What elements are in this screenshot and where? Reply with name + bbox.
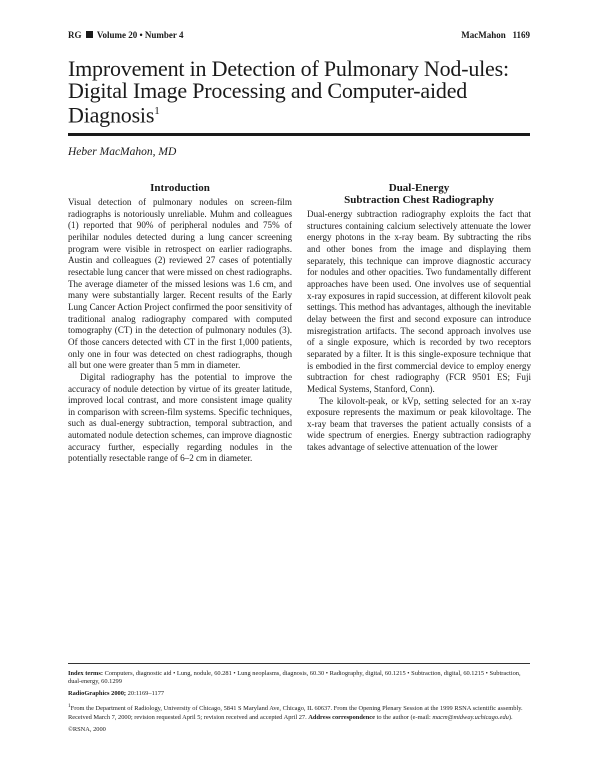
column-left (68, 182, 292, 465)
citation: RadioGraphics 2000; 20:1169–1177 (68, 690, 165, 698)
page-number: 1169 (512, 30, 530, 40)
footnotes (68, 670, 530, 738)
footnote-rule (68, 663, 530, 664)
journal-abbrev: RG (68, 30, 82, 40)
intro-paragraph-1: Visual detection of pulmonary nodules on screen-film radiographs is notoriously unreliable. Muhm and colleagues (1) reported that 90% of peripheral nodules and 75% of perihilar nodules detected during a lung cancer screening program were visible in retrospect on earlier radiographs. Austin and colleagues (2) reviewed 27 cases of potentially resectable lung cancer that were missed on chest radiographs. The average diameter of the missed lesions was 1.6 cm, and many were substantially larger. Recent results of the Early Lung Cancer Action Project confirmed the poor sensitivity of traditional analog radiography compared with computed tomography (CT) in the detection of pulmonary nodules (3). Of those cancers detected with CT in the first 1,000 patients, only one in four was detected on chest radiographs, though all but one were greater than 5 mm in diameter. (68, 197, 292, 371)
dual-energy-heading: Dual-Energy Subtraction Chest Radiography (344, 182, 494, 206)
dual-energy-paragraph-2: The kilovolt-peak, or kVp, setting selected for an x-ray exposure represents the maximum or peak kilovoltage. The x-ray beam that traverses the patient actually consists of a wide spectrum of energies. Energy subtraction radiography takes advantage of selective attenuation of the lower (307, 395, 531, 453)
article-title: Improvement in Detection of Pulmonary Nod-ules: Digital Image Processing and Computer-aided Diagnosis$^1$ (68, 56, 509, 128)
affiliation: $^1$From the Department of Radiology, University of Chicago, 5841 S Maryland Ave, Chicago, IL 60637. From the Opening Plenary Session at the 1999 RSNA scientific assembly. Received March 7, 2000; revision requested April 5; revision received and accepted April 27. Address correspondence to the author (e-mail: macm@midway.uchicago.edu). (68, 703, 523, 721)
column-right (307, 182, 531, 454)
index-terms: Index terms: Computers, diagnostic aid • Lung, nodule, 60.281 • Lung neoplasms, diagnosis, 60.30 • Radiography, digital, 60.1215 • Subtraction, digital, 60.1215 • Subtraction, dual-energy, 60.1299 (68, 670, 521, 686)
square-bullet-icon (86, 31, 93, 38)
intro-paragraph-2: Digital radiography has the potential to improve the accuracy of nodule detection by virtue of its greater latitude, improved local contrast, and more consistent image quality in comparison with screen-film systems. Specific techniques, such as dual-energy subtraction, temporal subtraction, and automated nodule detection schemes, can improve diagnostic accuracy further, especially regarding nodules in the potentially resectable range of 6–2 cm in diameter. (68, 371, 292, 464)
volume-number: Volume 20 • Number 4 (96, 30, 184, 40)
title-footnote-mark: 1 (154, 105, 160, 117)
introduction-heading: Introduction (150, 182, 210, 194)
running-header (68, 30, 530, 44)
running-author: MacMahon (461, 30, 506, 40)
author-byline: Heber MacMahon, MD (68, 146, 177, 158)
email-link[interactable]: macm@midway.uchicago.edu (432, 713, 509, 721)
dual-energy-paragraph-1: Dual-energy subtraction radiography exploits the fact that structures containing calcium selectively attenuate the lower energy photons in the x-ray beam. By subtracting the ribs and other bones from the image and displaying them separately, this technique can improve diagnostic accuracy for nodules and other opacities. Two fundamentally different approaches have been used. One involves use of sequential x-ray exposures in rapid succession, at different kilovolt peak settings. This method has advantages, although the inevitable delay between the first and second exposure can introduce misregistration artifacts. The second approach involves use of a single exposure, which is recorded by two receptors separated by a filter. It is this single-exposure technique that is embodied in the first commercial device to employ energy subtraction for chest radiography (FCR 9501 ES; Fuji Medical Systems, Stanford, Conn). (307, 209, 531, 394)
title-rule (68, 133, 530, 136)
header-right (461, 30, 530, 40)
copyright: ©RSNA, 2000 (68, 725, 106, 733)
header-left (68, 30, 184, 40)
